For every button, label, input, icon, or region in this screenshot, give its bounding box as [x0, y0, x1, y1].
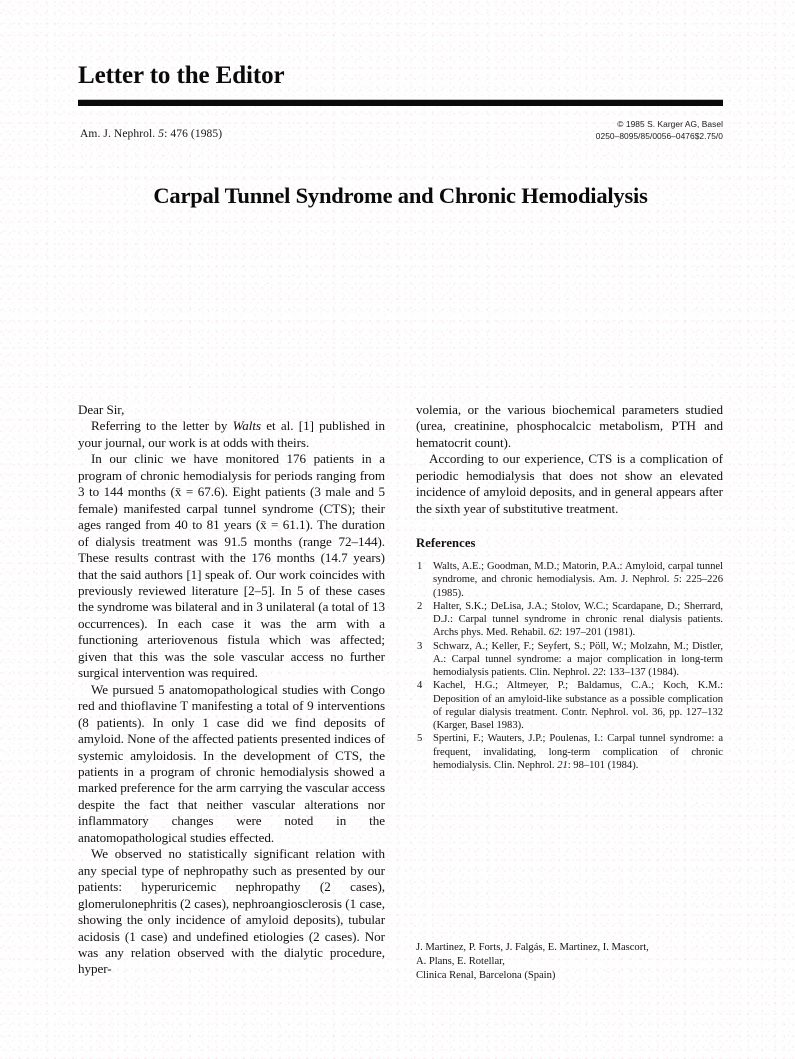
- reference-text-post: : 197–201 (1981).: [559, 627, 636, 639]
- reference-number: 3: [417, 640, 423, 652]
- references-list: [416, 560, 723, 772]
- salutation: Dear Sir,: [78, 402, 125, 417]
- reference-text-pre: Kachel, H.G.; Altmeyer, P.; Baldamus, C.A.; Koch, K.M.: Deposition of an amyloid-like substance as a possible complication of regular dialysis treatment. Contr. Nephrol. vol. 36, pp. 127–132 (Karger, Basel 1983).: [433, 680, 723, 732]
- reference-number: 5: [417, 733, 423, 745]
- reference-item: [416, 560, 723, 600]
- reference-number: 1: [417, 561, 423, 573]
- copyright-line: © 1985 S. Karger AG, Basel: [617, 119, 723, 129]
- right-column: [416, 402, 723, 772]
- header-rule: [78, 100, 723, 106]
- reference-volume: 22: [592, 667, 604, 679]
- journal-citation-prefix: Am. J. Nephrol.: [80, 128, 159, 140]
- reference-text-pre: Schwarz, A.; Keller, F.; Seyfert, S.; Pöll, W.; Molzahn, M.; Distler, A.: Carpal tunnel syndrome: a major complication in long-term hemodialysis patients. Clin. Nephrol.: [433, 640, 723, 679]
- reference-item: [416, 600, 723, 640]
- paragraph-anatomopathological: We pursued 5 anatomopathological studies with Congo red and thioflavine T manifesting a total of 9 interventions (8 patients). In only 1 case did we find deposits of amyloid. None of the affected patients presented indices of systemic amyloidosis. In the development of CTS, the patients in a program of chronic hemodialysis showed a marked preference for the arm carrying the vascular access despite the fact that neither vascular alterations nor inflammatory changes were noted in the anatomopathological studies effected.: [78, 681, 385, 845]
- reference-text-post: : 98–101 (1984).: [567, 759, 639, 771]
- author-affiliation-block: [416, 941, 723, 984]
- copyright-block: [596, 119, 723, 142]
- references-heading: References: [416, 536, 476, 551]
- journal-citation-suffix: : 476 (1985): [164, 128, 223, 140]
- affiliation-institution: Clinica Renal, Barcelona (Spain): [416, 970, 556, 982]
- reference-item: [416, 732, 723, 772]
- journal-volume: 5: [158, 128, 165, 140]
- journal-citation-line: [80, 128, 222, 140]
- intro-pre: Referring to the letter by: [91, 418, 233, 434]
- reference-text-pre: Walts, A.E.; Goodman, M.D.; Matorin, P.A.: Amyloid, carpal tunnel syndrome, and chronic hemodialysis. Am. J. Nephrol.: [433, 561, 723, 586]
- reference-number: 2: [417, 600, 423, 612]
- affiliation-authors-line-1: J. Martinez, P. Forts, J. Falgás, E. Martinez, I. Mascort,: [416, 942, 649, 953]
- reference-item: [416, 679, 723, 732]
- paragraph-conclusion: According to our experience, CTS is a complication of periodic hemodialysis that does not show an elevated incidence of amyloid deposits, and in general appears after the sixth year of substitutive treatment.: [416, 451, 723, 516]
- article-title: Carpal Tunnel Syndrome and Chronic Hemodialysis: [153, 183, 648, 209]
- reference-text-post: : 133–137 (1984).: [603, 667, 680, 679]
- reference-text-pre: Halter, S.K.; DeLisa, J.A.; Stolov, W.C.; Scardapane, D.; Sherrard, D.J.: Carpal tunnel syndrome in chronic renal dialysis patients. Archs phys. Med. Rehabil.: [433, 600, 723, 639]
- section-label: Letter to the Editor: [78, 62, 285, 89]
- paragraph-intro: [78, 418, 385, 451]
- reference-volume: 62: [548, 627, 560, 639]
- reference-volume: 5: [673, 574, 679, 586]
- affiliation-authors-line-2: A. Plans, E. Rotellar,: [416, 956, 505, 968]
- intro-post: et al. [1] published in your journal, our work is at odds with theirs.: [78, 418, 385, 450]
- cited-author-name: Walts: [232, 418, 262, 434]
- reference-number: 4: [417, 680, 423, 692]
- paragraph-clinic-data: In our clinic we have monitored 176 patients in a program of chronic hemodialysis for periods ranging from 3 to 144 months (x̄ = 67.6). Eight patients (3 male and 5 female) manifested carpal tunnel syndrome (CTS); their ages ranged from 40 to 81 years (x̄ = 61.1). The duration of dialysis treatment was 91.5 months (range 72–144). These results contrast with the 176 months (14.7 years) that the said authors [1] speak of. Our work coincides with previously reviewed literature [2–5]. In 5 of these cases the syndrome was bilateral and in 3 unilateral (a total of 13 occurrences). In each case it was the arm with a functioning arteriovenous fistula which was affected; given that this was the sole vascular access no further surgical intervention was required.: [78, 451, 385, 681]
- left-column: [78, 402, 385, 978]
- reference-volume: 21: [557, 759, 568, 771]
- paragraph-nephropathy: We observed no statistically significant relation with any special type of nephropathy such as presented by our patients: hyperuricemic nephropathy (2 cases), glomerulonephritis (2 cases), nephroangiosclerosis (1 case, showing the only incidence of amyloid deposits), tubular acidosis (1 case) and undefined etiologies (2 cases). Nor was any relation observed with the dialytic procedure, hyper-: [78, 846, 385, 977]
- reference-item: [416, 640, 723, 680]
- issn-code-line: 0250–8095/85/0056–0476$2.75/0: [595, 130, 723, 141]
- reference-text-pre: Spertini, F.; Wauters, J.P.; Poulenas, I.: Carpal tunnel syndrome: a frequent, invalidating, long-term complication of chronic hemodialysis. Clin. Nephrol.: [433, 733, 723, 771]
- reference-text-post: : 225–226 (1985).: [433, 574, 723, 599]
- page-content: [78, 0, 723, 1059]
- paragraph-parameters: volemia, or the various biochemical parameters studied (urea, creatinine, phosphocalcic metabolism, PTH and hematocrit count).: [416, 402, 723, 450]
